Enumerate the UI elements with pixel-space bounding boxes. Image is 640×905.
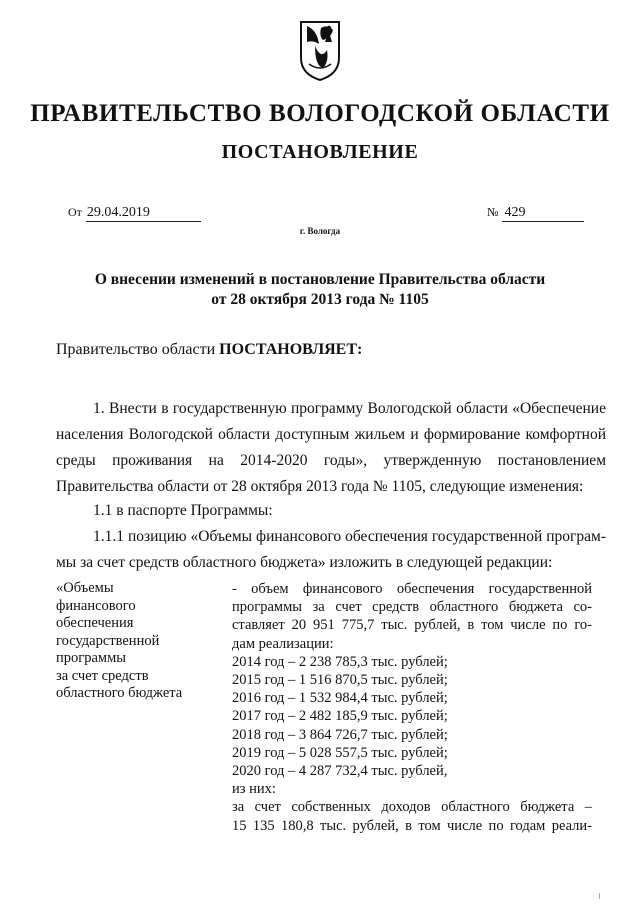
- table-cell-line: обеспечения: [56, 615, 134, 631]
- number-label: №: [487, 205, 499, 219]
- table-cell-line: 2020 год – 4 287 732,4 тыс. рублей,: [232, 763, 448, 780]
- city: г. Вологда: [299, 226, 341, 236]
- decree-statement: [56, 341, 362, 359]
- document-subject: [0, 270, 640, 310]
- paragraph-line: Правительства области от 28 октября 2013 года № 1105, следующие изменения:: [56, 478, 584, 495]
- document-number: [487, 205, 584, 222]
- paragraph-1: [56, 396, 606, 500]
- table-cell-line: 2015 год – 1 516 870,5 тыс. рублей;: [232, 672, 448, 689]
- date-value: 29.04.2019: [86, 205, 201, 222]
- table-cell-line: 2014 год – 2 238 785,3 тыс. рублей;: [232, 653, 448, 670]
- table-cell-line: из них:: [232, 781, 276, 798]
- table-cell-line: 2017 год – 2 482 185,9 тыс. рублей;: [232, 708, 448, 725]
- table-cell-line: государственной: [56, 632, 160, 649]
- table-cell-line: программы за счет средств областного бюджета со-: [232, 599, 592, 616]
- table-cell-line: дам реализации:: [232, 635, 334, 652]
- table-right-column: [232, 580, 592, 835]
- table-cell-line: 2018 год – 3 864 726,7 тыс. рублей;: [232, 726, 448, 743]
- document-type: ПОСТАНОВЛЕНИЕ: [221, 141, 419, 163]
- decree-keyword: ПОСТАНОВЛЯЕТ:: [219, 341, 363, 358]
- subject-line: О внесении изменений в постановление Правительства области: [94, 271, 546, 288]
- table-cell-line: - объем финансового обеспечения государственной: [232, 581, 592, 597]
- paragraph-line: 1. Внести в государственную программу Вологодской области «Обеспечение: [93, 400, 606, 417]
- table-cell-line: за счет средств: [56, 667, 149, 684]
- table-cell-line: финансового: [56, 597, 136, 614]
- paragraph-1-1: 1.1 в паспорте Программы:: [93, 502, 273, 519]
- decree-prefix: Правительство области: [56, 341, 216, 358]
- paragraph-line: 1.1.1 позицию «Объемы финансового обеспечения государственной програм-: [93, 528, 606, 545]
- scan-mark: [599, 893, 600, 899]
- table-cell-line: программы: [56, 650, 126, 666]
- paragraph-1-1-1: [56, 524, 606, 576]
- coat-of-arms-icon: [299, 20, 341, 82]
- table-cell-line: 2016 год – 1 532 984,4 тыс. рублей;: [232, 690, 448, 707]
- table-cell-line: ставляет 20 951 775,7 тыс. рублей, в том числе по го-: [232, 617, 592, 634]
- table-left-column: [56, 580, 216, 703]
- number-value: 429: [502, 205, 584, 222]
- table-cell-line: 15 135 180,8 тыс. рублей, в том числе по годам реали-: [232, 817, 592, 834]
- subject-line: от 28 октября 2013 года № 1105: [211, 291, 429, 308]
- document-date: [68, 205, 201, 222]
- paragraph-line: мы за счет средств областного бюджета» изложить в следующей редакции:: [56, 554, 553, 571]
- paragraph-line: населения Вологодской области доступным жильем и формирование комфортной: [56, 426, 606, 443]
- paragraph-line: среды проживания на 2014-2020 годы», утвержденную постановлением: [56, 452, 606, 469]
- date-label: От: [68, 205, 82, 219]
- organization-title: ПРАВИТЕЛЬСТВО ВОЛОГОДСКОЙ ОБЛАСТИ: [30, 100, 610, 127]
- table-cell-line: за счет собственных доходов областного бюджета –: [232, 799, 592, 816]
- table-cell-line: «Объемы: [56, 580, 114, 596]
- table-cell-line: 2019 год – 5 028 557,5 тыс. рублей;: [232, 744, 448, 761]
- table-cell-line: областного бюджета: [56, 685, 183, 701]
